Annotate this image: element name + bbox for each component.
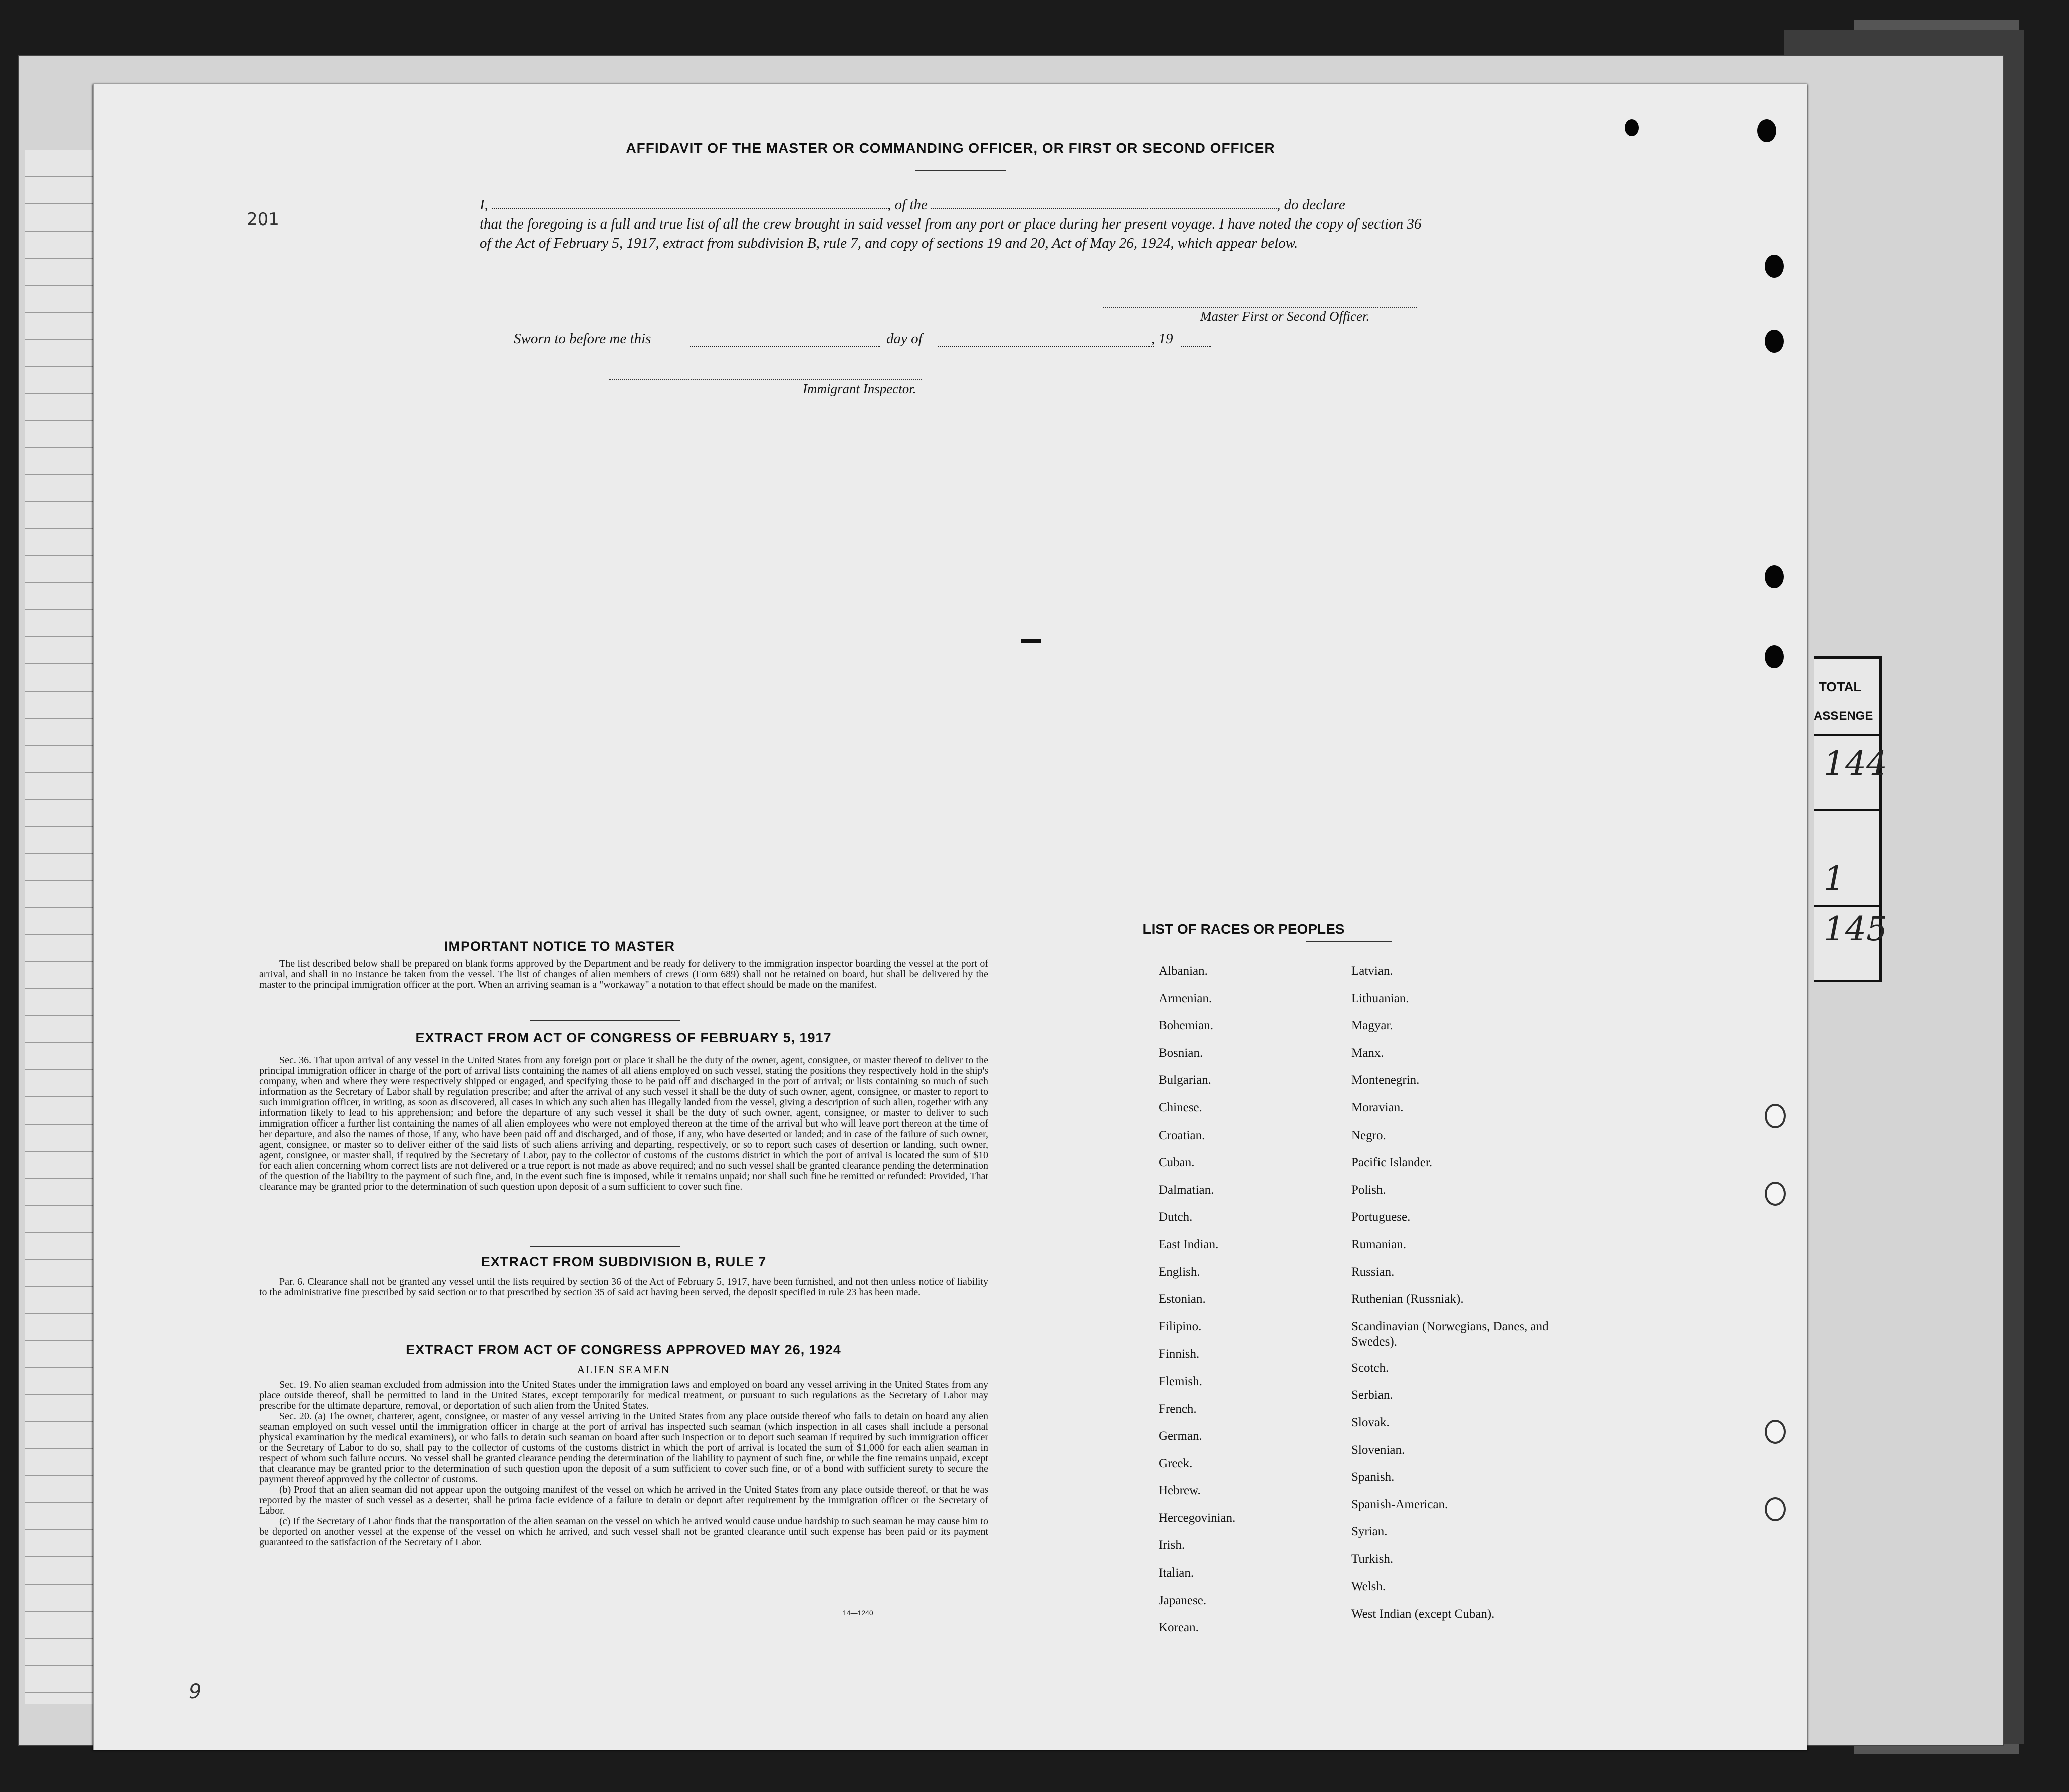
binder-hole <box>1625 119 1639 136</box>
affidavit-do-declare: , do declare <box>1277 197 1345 213</box>
race-item: Dutch. <box>1159 1210 1193 1224</box>
race-item: Welsh. <box>1351 1580 1386 1594</box>
race-item: Syrian. <box>1351 1525 1388 1539</box>
year-prefix: , 19 <box>1151 331 1173 347</box>
race-item: Finnish. <box>1159 1347 1200 1361</box>
affidavit-of-the: , of the <box>887 197 928 213</box>
race-item: Lithuanian. <box>1351 991 1409 1005</box>
extract-1917-title: EXTRACT FROM ACT OF CONGRESS OF FEBRUARY 5, 1917 <box>415 1030 832 1045</box>
affidavit-text <box>480 195 1432 253</box>
sworn-year-blank[interactable] <box>1181 335 1211 347</box>
races-title-rule <box>1306 941 1392 942</box>
race-item: Serbian. <box>1351 1388 1393 1402</box>
binder-ring <box>1765 1104 1786 1128</box>
binder-ring <box>1765 1420 1786 1444</box>
race-item: Portuguese. <box>1351 1210 1411 1224</box>
race-item: Greek. <box>1159 1456 1193 1470</box>
section-20a-paragraph: Sec. 20. (a) The owner, charterer, agent, consignee, or master of any vessel arriving in the United States from any place outside thereof who fails to detain on board any alien seaman employed on such vessel until the immigration officer in charge at the port of arrival has inspected such seaman (which inspection in all cases shall include a personal physical examination by the medical examiners), or who fails to detain such seaman on board after such inspection or to deport such seaman if required by such immigration officer or the Secretary of Labor to do so, shall pay to the collector of customs of the customs district in which the port of arrival is located the sum of $1,000 for each alien seaman in respect of whom such failure occurs. No vessel shall be granted clearance pending the determination of the liability to payment of such fine, or while the fine remains unpaid, except that clearance may be granted prior to the determination of such question upon the deposit of a sum sufficient to cover such fine, or of a bond with sufficient surety to secure the payment thereof approved by the collector of customs. <box>259 1411 988 1485</box>
margin-number: 201 <box>247 209 279 230</box>
race-item: Turkish. <box>1351 1552 1394 1566</box>
race-item: Korean. <box>1159 1621 1199 1635</box>
races-column-1 <box>1159 964 1369 1648</box>
binder-ring <box>1765 1497 1786 1521</box>
race-item: Flemish. <box>1159 1374 1202 1388</box>
binder-ring <box>1765 1182 1786 1206</box>
total-value-1: 144 <box>1824 744 1887 783</box>
total-value-3: 145 <box>1824 910 1887 948</box>
race-item: Cuban. <box>1159 1156 1195 1170</box>
race-item: Croatian. <box>1159 1128 1205 1142</box>
race-item: Manx. <box>1351 1046 1384 1060</box>
race-item: French. <box>1159 1402 1197 1416</box>
section-36-paragraph: Sec. 36. That upon arrival of any vessel in the United States from any foreign port or place it shall be the duty of the owner, agent, consignee, or master thereof to deliver to the principal immigration officer in charge of the port of arrival lists containing the names of all aliens employed on such vessel, stating the positions they respectively hold in the ship's company, when and where they were respectively shipped or engaged, and specifying those to be paid off and discharged in the port of arrival; or lists containing so much of such information as the Secretary of Labor shall by regulation prescribe; and after the arrival of any such vessel it shall be the duty of such owner, agent, consignee, or master to report to such immigration officer, in writing, as soon as discovered, all cases in which any such alien has illegally landed from the vessel, giving a description of such alien, together with any information likely to lead to his apprehension; and before the departure of any such vessel it shall be the duty of such owner, agent, consignee, or master to deliver to such immigration officer a further list containing the names of all alien employees who were not employed thereon at the time of the arrival but who will leave port thereon at the time of her departure, and also the names of those, if any, who have been paid off and discharged, and of those, if any, who have deserted or landed; and in case of the failure of such owner, agent, consignee, or master so to deliver either of the said lists of such aliens arriving and departing, respectively, or so to report such cases of desertion or landing, such owner, agent, consignee, or master shall, if required by the Secretary of Labor, pay to the collector of customs of the customs district in which the port of arrival is located the sum of $10 for each alien concerning whom correct lists are not delivered or a true report is not made as above required; and no such vessel shall be granted clearance pending the determination of the question of the liability to the payment of such fine, and, in the event such fine is imposed, while it remains unpaid; nor shall such fine be remitted or refunded: Provided, That clearance may be granted prior to the determination of such question upon deposit of a sum sufficient to cover such fine. <box>259 1055 988 1192</box>
race-item: Latvian. <box>1351 964 1393 978</box>
binder-hole <box>1757 119 1776 142</box>
affidavit-page <box>93 84 1807 1750</box>
races-column-2 <box>1351 964 1562 1634</box>
section-rule <box>530 1020 680 1021</box>
race-item: Hercegovinian. <box>1159 1511 1236 1525</box>
affidavit-body: that the foregoing is a full and true list of all the crew brought in said vessel from any port or place during her present voyage. I have noted the copy of section 36 of the Act of February 5, 1917, extract from subdivision B, rule 7, and copy of sections 19 and 20, Act of May 26, 1924, which appear below. <box>480 216 1422 251</box>
total-rule <box>1814 809 1879 811</box>
race-item: Russian. <box>1351 1265 1395 1279</box>
race-item: Hebrew. <box>1159 1484 1201 1498</box>
race-item: Pacific Islander. <box>1351 1156 1433 1170</box>
name-blank[interactable] <box>492 197 887 209</box>
inspector-signature-line[interactable] <box>609 379 922 380</box>
affidavit-i: I, <box>480 197 488 213</box>
extract-1917-text <box>259 1055 988 1192</box>
races-title: LIST OF RACES OR PEOPLES <box>1142 921 1345 937</box>
notice-paragraph: The list described below shall be prepared on blank forms approved by the Department and be ready for delivery to the immigration inspector boarding the vessel at the port of arrival, and shall in no instance be taken from the vessel. The list of changes of alien members of crews (Form 689) shall not be retained on board, but shall be delivered by the master to the principal immigration officer at the port. When an arriving seaman is a "workaway" a notation to that effect should be made on the manifest. <box>259 958 988 990</box>
race-item: Slovenian. <box>1351 1443 1405 1457</box>
race-item: Moravian. <box>1351 1100 1404 1114</box>
section-20b-paragraph: (b) Proof that an alien seaman did not appear upon the outgoing manifest of the vessel on which he arrived in the United States from any place outside thereof, or that he was reported by the master of such vessel as a deserter, shall be prima facie evidence of a failure to detain or deport after requirement by the immigration officer or the Secretary of Labor. <box>259 1484 988 1516</box>
stray-mark <box>1021 639 1041 643</box>
race-item: Slovak. <box>1351 1415 1390 1429</box>
section-19-paragraph: Sec. 19. No alien seaman excluded from admission into the United States under the immigration laws and employed on board any vessel arriving in the United States from any place outside thereof, shall be permitted to land in the United States, except temporarily for medical treatment, or pursuant to such regulations as the Secretary of Labor may prescribe for the ultimate departure, removal, or deportation of such alien from the United States. <box>259 1379 988 1411</box>
notice-text <box>259 959 988 990</box>
race-item: Albanian. <box>1159 964 1208 978</box>
race-item: German. <box>1159 1429 1202 1443</box>
master-signature-line[interactable] <box>1103 307 1417 308</box>
race-item: Rumanian. <box>1351 1237 1407 1251</box>
underlying-grid-sheet <box>25 150 101 1704</box>
notice-title: IMPORTANT NOTICE TO MASTER <box>444 939 675 954</box>
par-6-paragraph: Par. 6. Clearance shall not be granted any vessel until the lists required by section 36 of the Act of February 5, 1917, have been furnished, and not then unless notice of liability to the administrative fine prescribed by said section or to that prescribed by section 35 of said act having been served, the deposit specified in rule 23 has been made. <box>259 1276 988 1298</box>
section-20c-paragraph: (c) If the Secretary of Labor finds that the transportation of the alien seaman on the vessel on which he arrived would cause undue hardship to such seaman he may cause him to be deported on another vessel at the expense of the vessel on which he arrived, and such vessel shall not be granted clearance until such expense has been paid or its payment guaranteed to the satisfaction of the Secretary of Labor. <box>259 1516 988 1548</box>
total-value-2: 1 <box>1824 859 1845 898</box>
race-item: English. <box>1159 1265 1200 1279</box>
binder-hole <box>1765 565 1784 588</box>
subdivision-text <box>259 1277 988 1298</box>
total-label-2: ASSENGE <box>1814 709 1873 723</box>
sworn-day-blank[interactable] <box>690 335 880 347</box>
race-item: West Indian (except Cuban). <box>1351 1607 1495 1621</box>
total-rule <box>1814 734 1879 736</box>
race-item: Chinese. <box>1159 1100 1202 1114</box>
subdivision-title: EXTRACT FROM SUBDIVISION B, RULE 7 <box>481 1254 767 1269</box>
affidavit-title: AFFIDAVIT OF THE MASTER OR COMMANDING OFFICER, OR FIRST OR SECOND OFFICER <box>626 140 1275 156</box>
race-item: Scandinavian (Norwegians, Danes, and Swedes). <box>1351 1319 1549 1349</box>
section-rule <box>530 1246 680 1247</box>
day-of-text: day of <box>886 331 923 347</box>
binder-hole <box>1765 330 1784 353</box>
race-item: Bulgarian. <box>1159 1073 1211 1087</box>
race-item: Japanese. <box>1159 1593 1207 1607</box>
total-passengers-box <box>1814 656 1887 982</box>
sworn-text: Sworn to before me this <box>514 331 651 347</box>
race-item: Irish. <box>1159 1538 1185 1552</box>
title-rule <box>915 170 1006 171</box>
race-item: East Indian. <box>1159 1237 1219 1251</box>
total-rule <box>1814 905 1879 907</box>
extract-1924-text <box>259 1380 988 1548</box>
race-item: Bohemian. <box>1159 1019 1214 1033</box>
alien-seamen-subtitle: ALIEN SEAMEN <box>577 1363 670 1376</box>
race-item: Montenegrin. <box>1351 1073 1420 1087</box>
race-item: Armenian. <box>1159 991 1212 1005</box>
race-item: Spanish-American. <box>1351 1497 1448 1511</box>
race-item: Scotch. <box>1351 1361 1389 1375</box>
race-item: Bosnian. <box>1159 1046 1203 1060</box>
race-item: Negro. <box>1351 1128 1386 1142</box>
race-item: Magyar. <box>1351 1019 1393 1033</box>
total-label: TOTAL <box>1819 679 1862 694</box>
binder-hole <box>1765 645 1784 668</box>
race-item: Dalmatian. <box>1159 1183 1214 1197</box>
margin-pencil-mark: 9 <box>189 1680 202 1703</box>
race-item: Polish. <box>1351 1183 1386 1197</box>
sworn-month-blank[interactable] <box>938 335 1154 347</box>
binder-hole <box>1765 255 1784 278</box>
inspector-label: Immigrant Inspector. <box>803 381 916 396</box>
race-item: Filipino. <box>1159 1319 1202 1333</box>
master-label: Master First or Second Officer. <box>1200 309 1370 324</box>
extract-1924-title: EXTRACT FROM ACT OF CONGRESS APPROVED MAY 26, 1924 <box>406 1342 841 1357</box>
race-item: Italian. <box>1159 1566 1194 1580</box>
vessel-blank[interactable] <box>931 197 1277 209</box>
race-item: Ruthenian (Russniak). <box>1351 1292 1464 1306</box>
race-item: Estonian. <box>1159 1292 1206 1306</box>
race-item: Spanish. <box>1351 1470 1395 1484</box>
form-number: 14—1240 <box>843 1609 873 1617</box>
